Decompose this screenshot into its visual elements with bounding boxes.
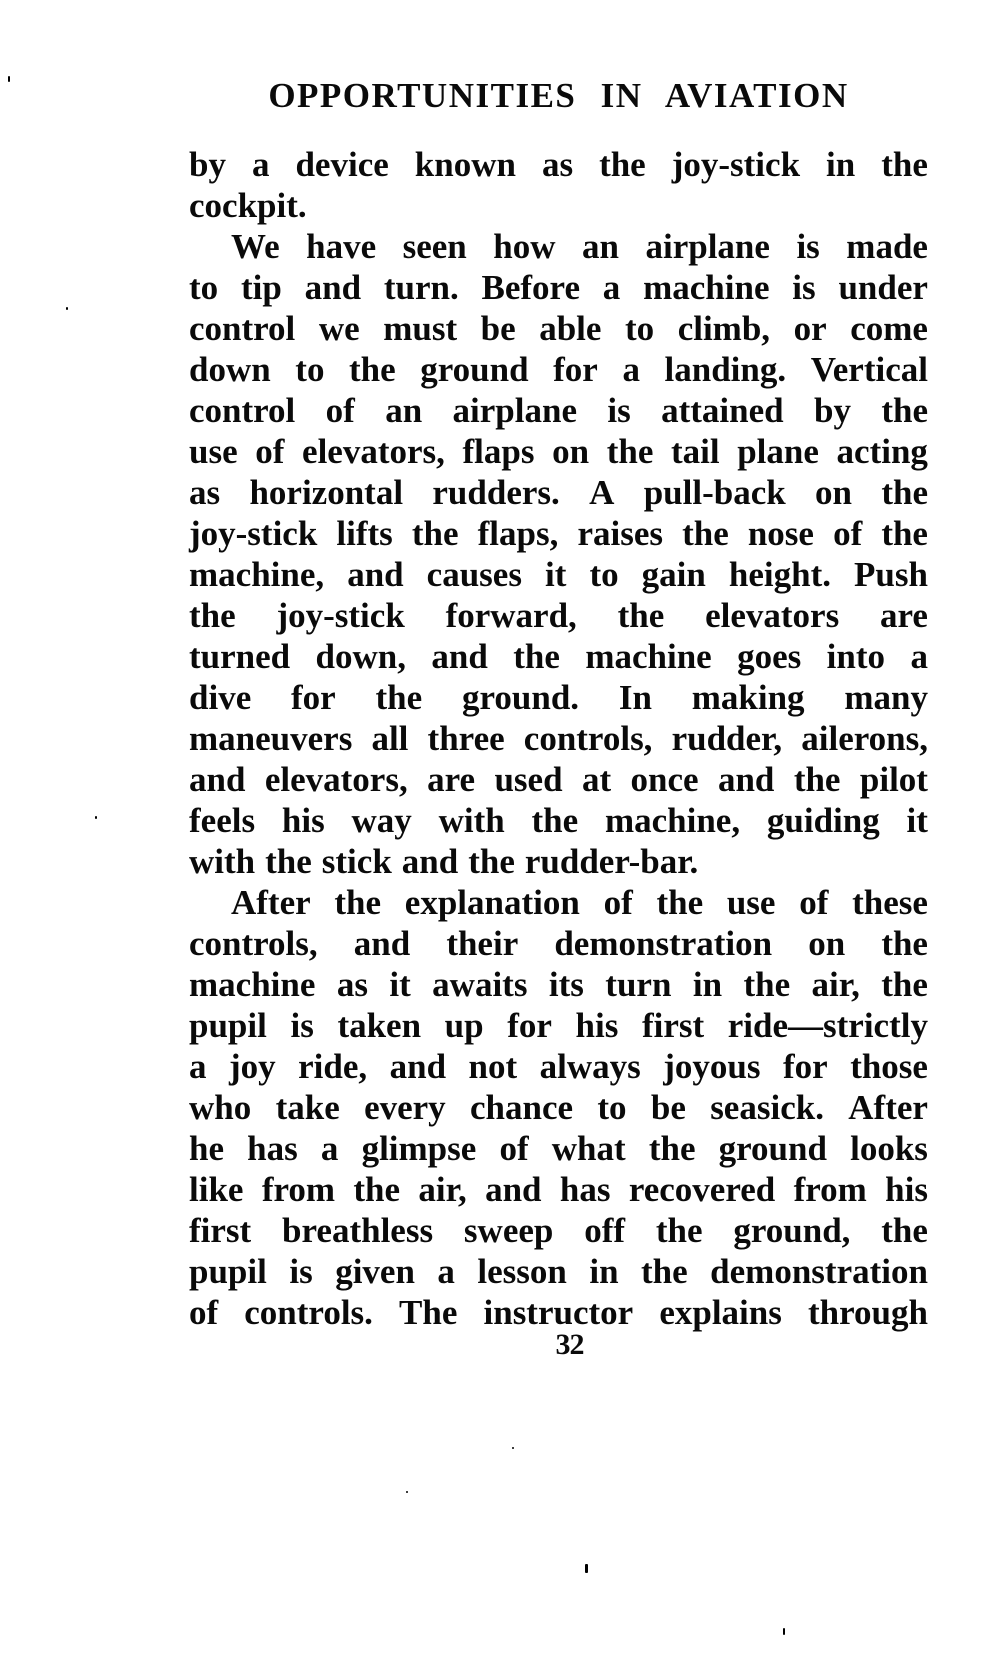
word: flaps, [477,514,559,553]
word: on [815,473,852,512]
word: turned [189,637,291,676]
word: of [499,1129,529,1168]
word: the [881,924,928,963]
word: A [589,473,615,512]
word: a [910,637,928,676]
word: use [726,883,776,922]
page-number: 32 [555,1328,584,1361]
word: stick [321,842,392,881]
word: all [371,719,409,758]
word: pull-back [643,473,786,512]
scan-speck [95,816,97,819]
word: demonstration [710,1252,928,1291]
word: acting [836,432,928,471]
word: awaits [432,965,528,1004]
word: to [589,555,619,594]
word: an [385,391,423,430]
word: machine [643,268,770,307]
word: the [743,965,791,1004]
scan-speck [585,1564,588,1573]
word: we [318,309,360,348]
word: horizontal [249,473,404,512]
word: at [581,760,612,799]
word: his [885,1170,928,1209]
word: are [427,760,476,799]
word: be [650,1088,686,1127]
word: through [807,1293,928,1332]
word: a [602,268,621,307]
word: has [247,1129,298,1168]
word: machine [585,637,712,676]
word: elevators, [302,432,445,471]
word: recovered [628,1170,776,1209]
scan-speck [66,307,68,310]
word: use [189,432,238,471]
word: sweep [463,1211,554,1250]
word: the [349,350,396,389]
text-line [189,759,928,800]
word: nose [747,514,814,553]
word: it [545,555,567,594]
scan-speck [8,76,10,82]
word: gain [641,555,706,594]
word: After [848,1088,928,1127]
word: landing. [664,350,787,389]
word: given [335,1252,415,1291]
word: used [494,760,563,799]
word: The [399,1293,458,1332]
word: with [189,842,256,881]
text-line [189,800,928,841]
word: is [290,1006,314,1045]
word: way [351,801,412,840]
word: forward, [445,596,577,635]
text-line [189,923,928,964]
word: demonstration [554,924,773,963]
word: and [389,1047,447,1086]
word: to [189,268,219,307]
word: of [189,1293,219,1332]
word: guiding [766,801,880,840]
word: looks [850,1129,928,1168]
word: are [880,596,928,635]
word: climb, [677,309,771,348]
word: its [548,965,584,1004]
word: known [414,145,516,184]
word: a [251,145,270,184]
word: machine, [189,555,325,594]
text-line [189,1087,928,1128]
word: who [189,1088,252,1127]
word: is [792,268,816,307]
text-line [189,390,928,431]
word: as [336,965,368,1004]
word: of [799,883,829,922]
text-line [189,1046,928,1087]
word: and [189,760,246,799]
word: chance [470,1088,574,1127]
word: able [539,309,602,348]
text-line [189,636,928,677]
word: ride—strictly [727,1006,928,1045]
word: for [783,1047,828,1086]
word: We [231,227,280,266]
word: is [289,1252,313,1291]
word: plane [737,432,819,471]
word: ground. [461,678,580,717]
word: Push [854,555,928,594]
word: the [265,842,312,881]
word: and [347,555,404,594]
word: machine, [604,801,741,840]
word: in [589,1252,619,1291]
word: ailerons, [801,719,928,758]
word: for [553,350,598,389]
word: the [656,883,704,922]
word: of [833,514,863,553]
word: and [485,1170,542,1209]
word: raises [577,514,663,553]
word: tip [240,268,282,307]
word: height. [728,555,831,594]
word: first [189,1211,252,1250]
text-line [189,718,928,759]
word: down [189,350,271,389]
word: pupil [189,1252,267,1291]
word: for [507,1006,552,1045]
text-line [189,1251,928,1292]
word: the [334,883,382,922]
word: controls, [523,719,653,758]
word: feels [189,801,256,840]
word: under [838,268,928,307]
word: on [808,924,846,963]
running-head-title: OPPORTUNITIES IN AVIATION [268,76,849,115]
word: many [844,678,928,717]
word: his [575,1006,619,1045]
word: a [622,350,640,389]
word: airplane [452,391,577,430]
word: the [353,1170,401,1209]
word: as [189,473,221,512]
word: making [691,678,805,717]
word: the [881,514,928,553]
word: the [617,596,665,635]
word: the [881,145,928,184]
word: his [281,801,325,840]
text-line [189,513,928,554]
word: the [881,391,928,430]
word: not [468,1047,518,1086]
word: seasick. [710,1088,824,1127]
word: rudders. [432,473,560,512]
word: air, [418,1170,467,1209]
word: how [493,227,556,266]
word: the [375,678,423,717]
text-line [189,677,928,718]
word: breathless [282,1211,434,1250]
word: and [401,842,459,881]
word: a [189,1047,207,1086]
word: their [446,924,519,963]
word: and [431,637,488,676]
word: pupil [189,1006,267,1045]
word: joy-stick [671,145,801,184]
word: After [231,883,311,922]
word: rudder, [671,719,783,758]
word: device [295,145,389,184]
word: lifts [336,514,393,553]
word: up [444,1006,484,1045]
word: to [295,350,325,389]
word: explanation [404,883,580,922]
word: glimpse [361,1129,477,1168]
word: an [582,227,619,266]
word: of [603,883,633,922]
scan-speck [783,1628,785,1635]
word: off [584,1211,626,1250]
scan-speck [406,1491,408,1493]
word: dive [189,678,252,717]
word: the [793,760,841,799]
word: always [539,1047,641,1086]
text-line [189,431,928,472]
word: Before [481,268,580,307]
word: the [411,514,459,553]
word: he [189,1129,224,1168]
scan-speck [512,1447,514,1449]
word: seen [402,227,467,266]
word: the [881,473,928,512]
word: pilot [859,760,928,799]
word: joy-stick [189,514,318,553]
word: of [325,391,355,430]
word: the [648,1129,696,1168]
text-line [189,349,928,390]
word: those [850,1047,928,1086]
word: the [655,1211,703,1250]
word: ground [718,1129,827,1168]
word: in [692,965,723,1004]
word: a [320,1129,339,1168]
word: the [599,145,646,184]
word: the [881,965,928,1004]
word: the [881,1211,928,1250]
word: the [606,432,654,471]
word: like [189,1170,244,1209]
text-line [189,1005,928,1046]
word: ground [420,350,529,389]
text-line [189,1210,928,1251]
word: controls, [189,924,318,963]
word: control [189,391,296,430]
text-line [189,595,928,636]
word: down, [315,637,406,676]
word: taken [337,1006,422,1045]
text-line [189,1292,928,1333]
word: the [468,842,515,881]
word: has [559,1170,611,1209]
word: turn [605,965,672,1004]
word: it [389,965,411,1004]
word: turn. [383,268,459,307]
word: air, [811,965,860,1004]
word: causes [426,555,522,594]
word: ride, [298,1047,368,1086]
word: on [552,432,590,471]
word: take [275,1088,340,1127]
word: ground, [733,1211,851,1250]
word: joy [228,1047,276,1086]
word: have [306,227,377,266]
text-line [189,226,928,267]
word: be [480,309,516,348]
word: from [793,1170,867,1209]
word: joyous [663,1047,761,1086]
word: controls. [244,1293,373,1332]
word: or [793,309,827,348]
word: flaps [462,432,535,471]
word: by [813,391,851,430]
text-line [189,882,928,923]
word: by [189,145,226,184]
word: rudder-bar. [524,842,699,881]
word: the [189,596,236,635]
word: and [304,268,362,307]
word: to [597,1088,627,1127]
word: for [291,678,336,717]
word: is [796,227,820,266]
word: in [826,145,856,184]
word: airplane [645,227,770,266]
text-line [189,964,928,1005]
word: elevators, [264,760,408,799]
word: goes [737,637,802,676]
word: with [438,801,505,840]
text-line [189,185,928,226]
word: into [826,637,886,676]
word: from [261,1170,336,1209]
word: the [513,637,560,676]
word: the [682,514,729,553]
word: a [437,1252,455,1291]
word: explains [659,1293,782,1332]
word: as [541,145,574,184]
word: cockpit. [189,186,307,225]
word: instructor [483,1293,634,1332]
word: once [630,760,699,799]
word: every [364,1088,446,1127]
word: the [531,801,579,840]
word: three [427,719,505,758]
word: these [852,883,928,922]
text-line [189,841,928,882]
text-line [189,267,928,308]
word: first [641,1006,705,1045]
word: and [353,924,411,963]
word: what [551,1129,626,1168]
word: Vertical [810,350,928,389]
word: come [850,309,928,348]
word: In [618,678,652,717]
text-line [189,472,928,513]
word: attained [661,391,784,430]
word: to [624,309,655,348]
text-line [189,1128,928,1169]
word: the [641,1252,688,1291]
word: tail [670,432,720,471]
word: lesson [477,1252,567,1291]
word: is [607,391,631,430]
text-line [189,554,928,595]
word: must [383,309,458,348]
word: of [255,432,285,471]
word: machine [189,965,316,1004]
word: made [846,227,928,266]
text-line [189,1169,928,1210]
word: it [906,801,928,840]
body-text-block [189,144,928,1333]
word: control [189,309,296,348]
text-line [189,144,928,185]
word: maneuvers [189,719,353,758]
text-line [189,308,928,349]
word: joy-stick [276,596,405,635]
word: elevators [705,596,840,635]
word: and [717,760,775,799]
